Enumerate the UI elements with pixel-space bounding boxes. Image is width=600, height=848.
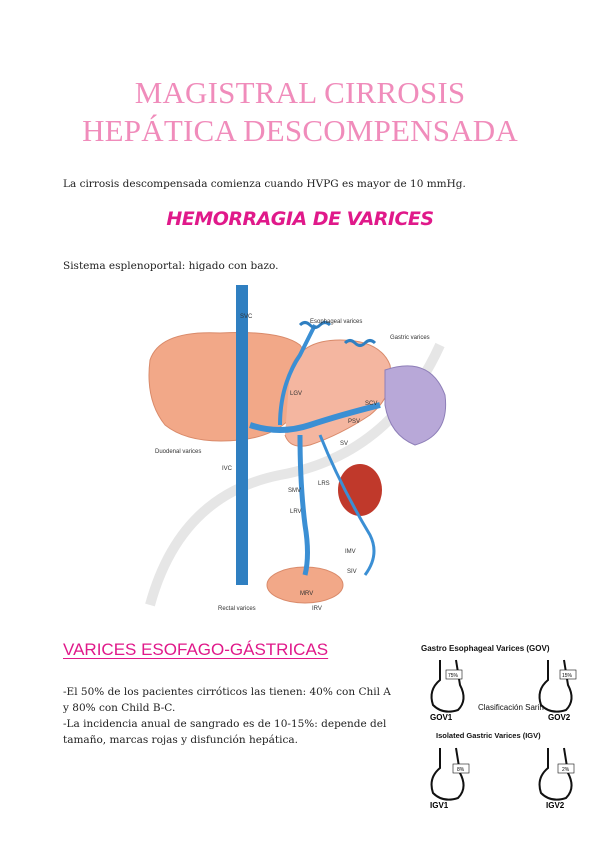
sarin-center-label	[478, 703, 544, 712]
label-duodenal-varices: Duodenal varices	[155, 449, 202, 455]
svg-text:GOV2: GOV2	[548, 713, 571, 722]
sarin-classification-figure	[418, 640, 590, 810]
subsection-heading: VARICES ESOFAGO-GÁSTRICAS	[63, 640, 329, 659]
label-irv: IRV	[312, 606, 322, 612]
subtitle-text: Sistema esplenoportal: higado con bazo.	[63, 260, 279, 272]
svg-text:IGV2: IGV2	[546, 801, 565, 810]
paragraph-1: -El 50% de los pacientes cirróticos las tienen: 40% con Chil A y 80% con Child B-C.	[63, 686, 391, 714]
paragraph-2: -La incidencia anual de sangrado es de 10-15%: depende del tamaño, marcas rojas y disfunción hepática.	[63, 718, 387, 746]
body-text	[63, 684, 398, 748]
ivc-vein	[236, 285, 248, 585]
svg-text:8%: 8%	[457, 767, 465, 773]
igv2-diagram	[540, 748, 574, 810]
smv-vein	[300, 435, 308, 575]
svg-text:75%: 75%	[448, 673, 459, 679]
svg-text:GOV1: GOV1	[430, 713, 453, 722]
splenoportal-diagram	[140, 285, 460, 620]
sarin-label-line: Clasificación Sarin	[478, 703, 544, 712]
igv1-diagram	[430, 748, 469, 810]
label-rectal-varices: Rectal varices	[218, 606, 256, 612]
label-sv: SV	[340, 441, 349, 447]
label-siv: SIV	[347, 569, 357, 575]
gov2-diagram	[540, 660, 576, 722]
label-ivc: IVC	[222, 466, 233, 472]
label-gastric-varices: Gastric varices	[390, 335, 430, 341]
svg-text:2%: 2%	[562, 767, 570, 773]
label-lrs: LRS	[318, 481, 330, 487]
svg-text:IGV1: IGV1	[430, 801, 449, 810]
label-svc: SVC	[240, 314, 253, 320]
label-lrv: LRV	[290, 509, 302, 515]
intro-text: La cirrosis descompensada comienza cuando HVPG es mayor de 10 mmHg.	[63, 178, 466, 190]
page-title	[0, 74, 600, 150]
label-lgv: LGV	[290, 391, 303, 397]
spleen-shape	[385, 366, 446, 445]
svg-text:15%: 15%	[562, 673, 573, 679]
label-imv: IMV	[345, 549, 356, 555]
igv-title: Isolated Gastric Varices (IGV)	[436, 731, 541, 740]
title-line-1: MAGISTRAL CIRROSIS	[134, 75, 466, 110]
label-psv: PSV	[348, 419, 361, 425]
title-line-2: HEPÁTICA DESCOMPENSADA	[82, 113, 518, 148]
gov-title: Gastro Esophageal Varices (GOV)	[421, 644, 550, 653]
label-scv: SCV	[365, 401, 378, 407]
label-esophageal-varices: Esophageal varices	[310, 319, 363, 325]
section-heading: HEMORRAGIA DE VARICES	[166, 208, 434, 230]
label-mrv: MRV	[300, 591, 314, 597]
label-smv: SMV	[288, 488, 302, 494]
gov1-diagram	[430, 660, 464, 722]
